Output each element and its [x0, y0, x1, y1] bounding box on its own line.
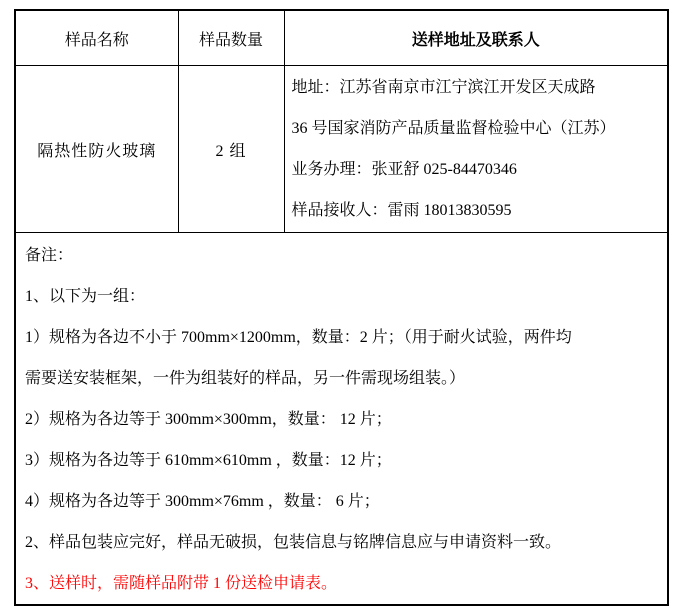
note-spec-1-line-1: 1）规格为各边不小于 700mm×1200mm，数量：2 片；（用于耐火试验，两件均 — [25, 329, 572, 346]
table-header-row — [15, 10, 668, 66]
header-address-contact: 送样地址及联系人 — [284, 10, 668, 66]
note-spec-4: 4）规格为各边等于 300mm×76mm ，数量： 6 片； — [25, 493, 380, 510]
contact-cell — [284, 66, 668, 233]
sample-quantity-cell: 2 组 — [178, 66, 284, 233]
notes-row — [15, 233, 668, 606]
note-spec-2: 2）规格为各边等于 300mm×300mm，数量： 12 片； — [25, 411, 392, 428]
contact-sample-receiver: 样品接收人：雷雨 18013830595 — [291, 202, 512, 219]
contact-business-handler: 业务办理：张亚舒 025-84470346 — [291, 161, 517, 178]
header-sample-name: 样品名称 — [15, 10, 178, 66]
contact-address-line-2: 36 号国家消防产品质量监督检验中心（江苏） — [291, 120, 616, 137]
header-sample-quantity: 样品数量 — [178, 10, 284, 66]
note-spec-1-line-2: 需要送安装框架，一件为组装好的样品，另一件需现场组装。） — [25, 370, 466, 387]
contact-address-line-1: 地址：江苏省南京市江宁滨江开发区天成路 — [291, 79, 596, 96]
notes-title: 备注： — [25, 247, 74, 264]
note-group-intro: 1、以下为一组： — [25, 288, 146, 305]
notes-cell — [15, 233, 668, 606]
sample-data-row — [15, 66, 668, 233]
note-packaging: 2、样品包装应完好，样品无破损，包装信息与铭牌信息应与申请资料一致。 — [25, 534, 562, 551]
sample-name-cell: 隔热性防火玻璃 — [15, 66, 178, 233]
note-warning-application-form: 3、送样时，需随样品附带 1 份送检申请表。 — [25, 575, 338, 592]
sample-info-table — [14, 9, 669, 606]
note-spec-3: 3）规格为各边等于 610mm×610mm ，数量：12 片； — [25, 452, 392, 469]
